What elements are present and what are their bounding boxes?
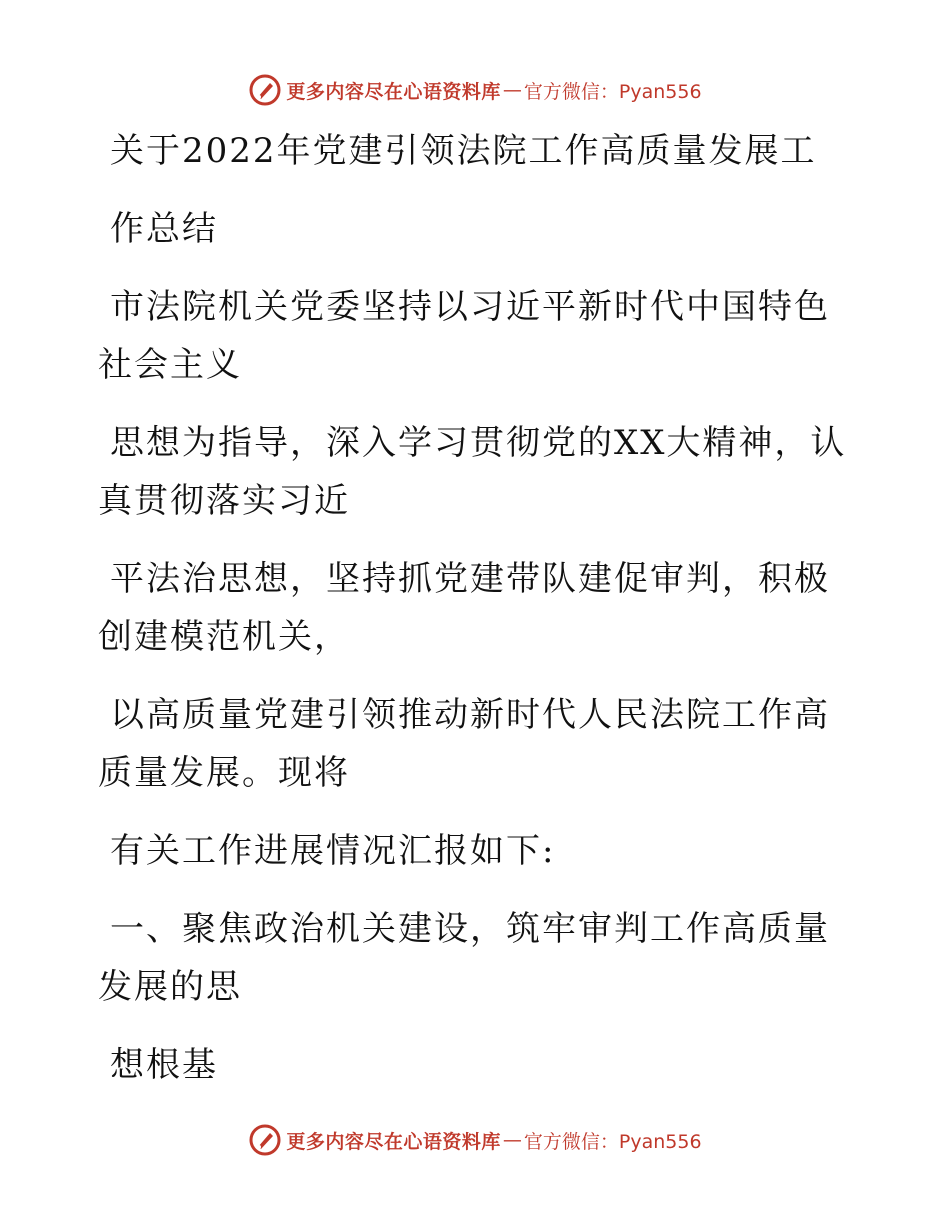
watermark-wechat: 官方微信：Pyan556 <box>523 80 702 103</box>
doc-title-line-2: 作总结 <box>110 209 218 249</box>
header-watermark <box>0 70 950 110</box>
doc-paragraph: 平法治思想，坚持抓党建带队建促审判，积极创建模范机关， <box>98 559 830 657</box>
doc-paragraph: 市法院机关党委坚持以习近平新时代中国特色社会主义 <box>98 287 830 385</box>
pen-logo-icon <box>248 1123 282 1157</box>
watermark-wechat: 官方微信：Pyan556 <box>523 1130 702 1153</box>
watermark-dash: — <box>502 79 522 101</box>
doc-paragraph: 思想为指导，深入学习贯彻党的XX大精神，认真贯彻落实习近 <box>98 423 847 521</box>
pen-logo-icon <box>248 73 282 107</box>
doc-paragraph: 以高质量党建引领推动新时代人民法院工作高质量发展。现将 <box>98 695 830 793</box>
doc-paragraph: 想根基 <box>110 1045 218 1085</box>
doc-paragraph: 有关工作进展情况汇报如下: <box>110 831 556 871</box>
doc-section-heading: 一、聚焦政治机关建设，筑牢审判工作高质量发展的思 <box>98 909 830 1007</box>
footer-watermark <box>0 1120 950 1160</box>
watermark-dash: — <box>502 1129 522 1151</box>
doc-title-line-1: 关于2022年党建引领法院工作高质量发展工 <box>110 131 817 171</box>
watermark-text: 更多内容尽在心语资料库 <box>286 80 501 103</box>
document-body <box>98 122 858 1114</box>
watermark-text: 更多内容尽在心语资料库 <box>286 1130 501 1153</box>
